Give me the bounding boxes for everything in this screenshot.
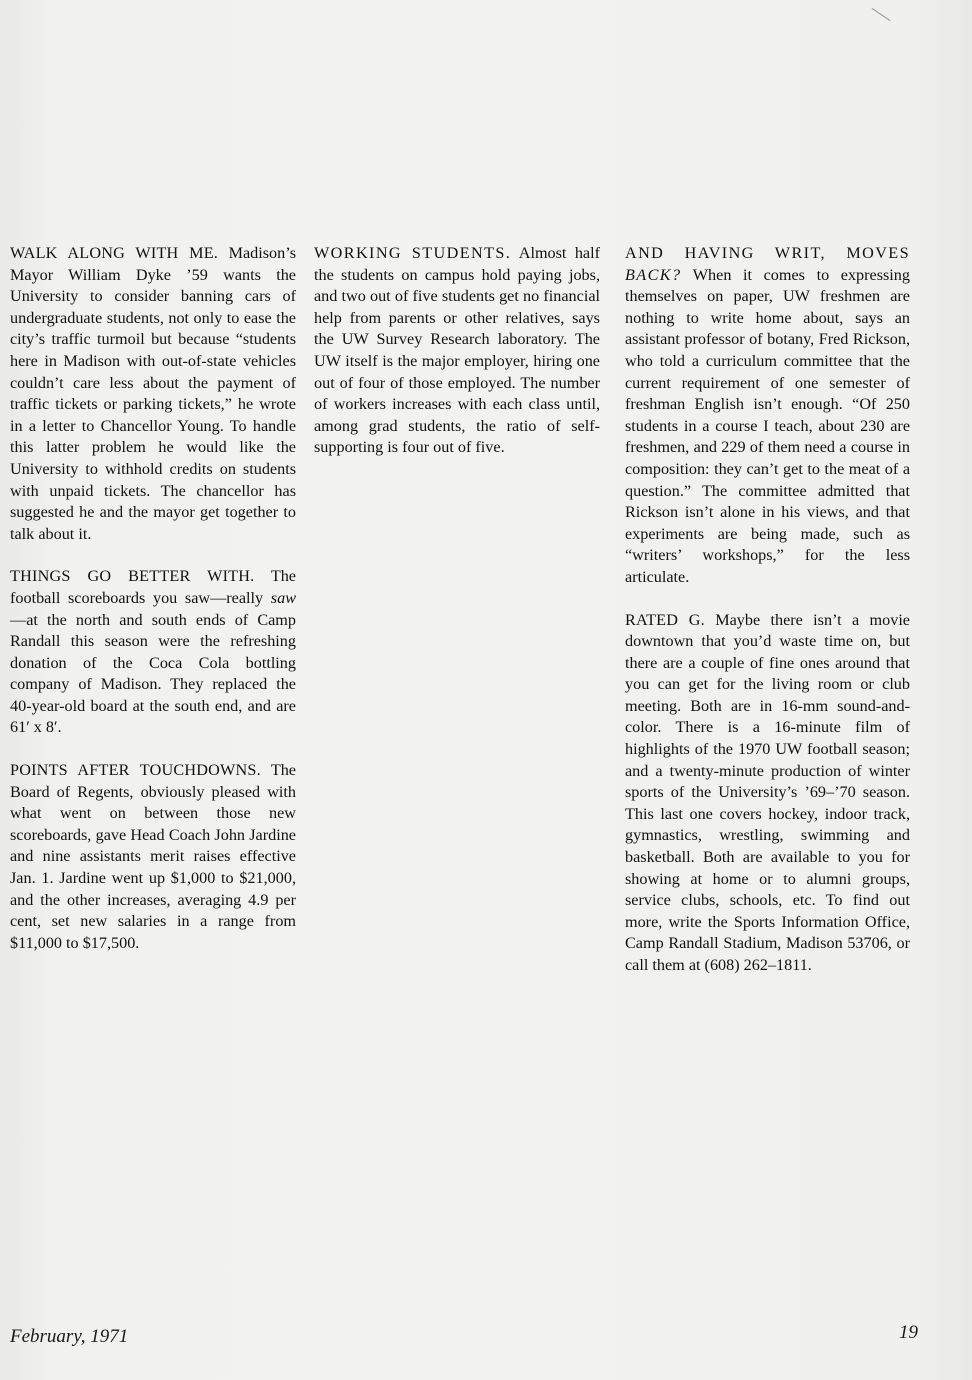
item-rated-g bbox=[625, 610, 910, 977]
item-body: Almost half the students on campus hold paying jobs, and two out of five students get no financial help from parents or other relatives, says the UW Survey Research laboratory. The UW itself is the major employer, hiring one out of four of those employed. The number of workers increases with each class until, among grad students, the ratio of self-supporting is four out of five. bbox=[314, 244, 600, 457]
item-working-students bbox=[314, 243, 600, 459]
item-having-writ bbox=[625, 243, 910, 589]
item-body: The football scoreboards you saw—really bbox=[10, 567, 296, 607]
item-points-after-touchdowns bbox=[10, 760, 296, 954]
column-left bbox=[10, 243, 296, 975]
item-heading: AND HAVING WRIT, MOVES bbox=[625, 244, 910, 262]
item-heading: RATED G. bbox=[625, 610, 705, 629]
item-body: When it comes to expressing themselves on paper, UW freshmen are nothing to write home about, says an assistant professor of botany, Fred Rickson, who told a curriculum committee that the current requirement of one semester of freshman English isn’t enough. “Of 250 students in a course I teach, about 230 are freshmen, and 229 of them need a course in composition: they can’t get to the meat of a question.” The committee admitted that Rickson isn’t alone in his views, and that experiments are being made, such as “writers’ workshops,” for the less articulate. bbox=[625, 265, 910, 586]
item-heading-emphasis: BACK? bbox=[625, 265, 682, 284]
item-heading: WALK ALONG WITH ME. bbox=[10, 244, 219, 262]
item-body: Maybe there isn’t a movie downtown that you’d waste time on, but there are a couple of fine ones around that you can get for the living room or club meeting. Both are in 16-mm sound-and-color. There is a 16-minute film of highlights of the 1970 UW football season; and a twenty-minute production of winter sports of the University’s ’69–’70 season. This last one covers hockey, indoor track, gymnastics, wrestling, swimming and basketball. Both are available to you for showing at home or to alumni groups, service clubs, schools, etc. To find out more, write the Sports Information Office, Camp Randall Stadium, Madison 53706, or call them at (608) 262–1811. bbox=[625, 610, 910, 974]
page-number: 19 bbox=[899, 1322, 918, 1343]
footer-date: February, 1971 bbox=[10, 1326, 129, 1347]
column-middle bbox=[314, 243, 600, 480]
print-speck bbox=[872, 8, 891, 21]
item-body: The Board of Regents, obviously pleased with what went on between those new scoreboards, gave Head Coach John Jardine and nine assistants merit raises effective Jan. 1. Jardine went up $1,000 to $21,000, and the other increases, averaging 4.9 per cent, set new salaries in a range from $11,000 to $17,500. bbox=[10, 761, 296, 952]
item-heading: POINTS AFTER TOUCHDOWNS. bbox=[10, 761, 261, 780]
item-heading: WORKING STUDENTS. bbox=[314, 244, 512, 262]
item-walk-along bbox=[10, 243, 296, 545]
item-body: Madison’s Mayor William Dyke ’59 wants the University to consider banning cars of undergraduate students, not only to ease the city’s traffic turmoil but because “students here in Madison with out-of-state vehicles couldn’t care less about the payment of traffic tickets or parking tickets,” he wrote in a letter to Chancellor Young. To handle this latter problem he would like the University to withhold credits on students with unpaid tickets. The chancellor has suggested he and the mayor get together to talk about it. bbox=[10, 244, 297, 543]
item-heading: THINGS GO BETTER WITH. bbox=[10, 567, 255, 586]
column-right bbox=[625, 243, 910, 998]
item-body: —at the north and south ends of Camp Randall this season were the refreshing donation of the Coca Cola bottling company of Madison. They replaced the 40-year-old board at the south end, and are 61′ x 8′. bbox=[10, 610, 296, 737]
item-body-emphasis: saw bbox=[270, 588, 296, 607]
item-things-go-better bbox=[10, 566, 296, 739]
